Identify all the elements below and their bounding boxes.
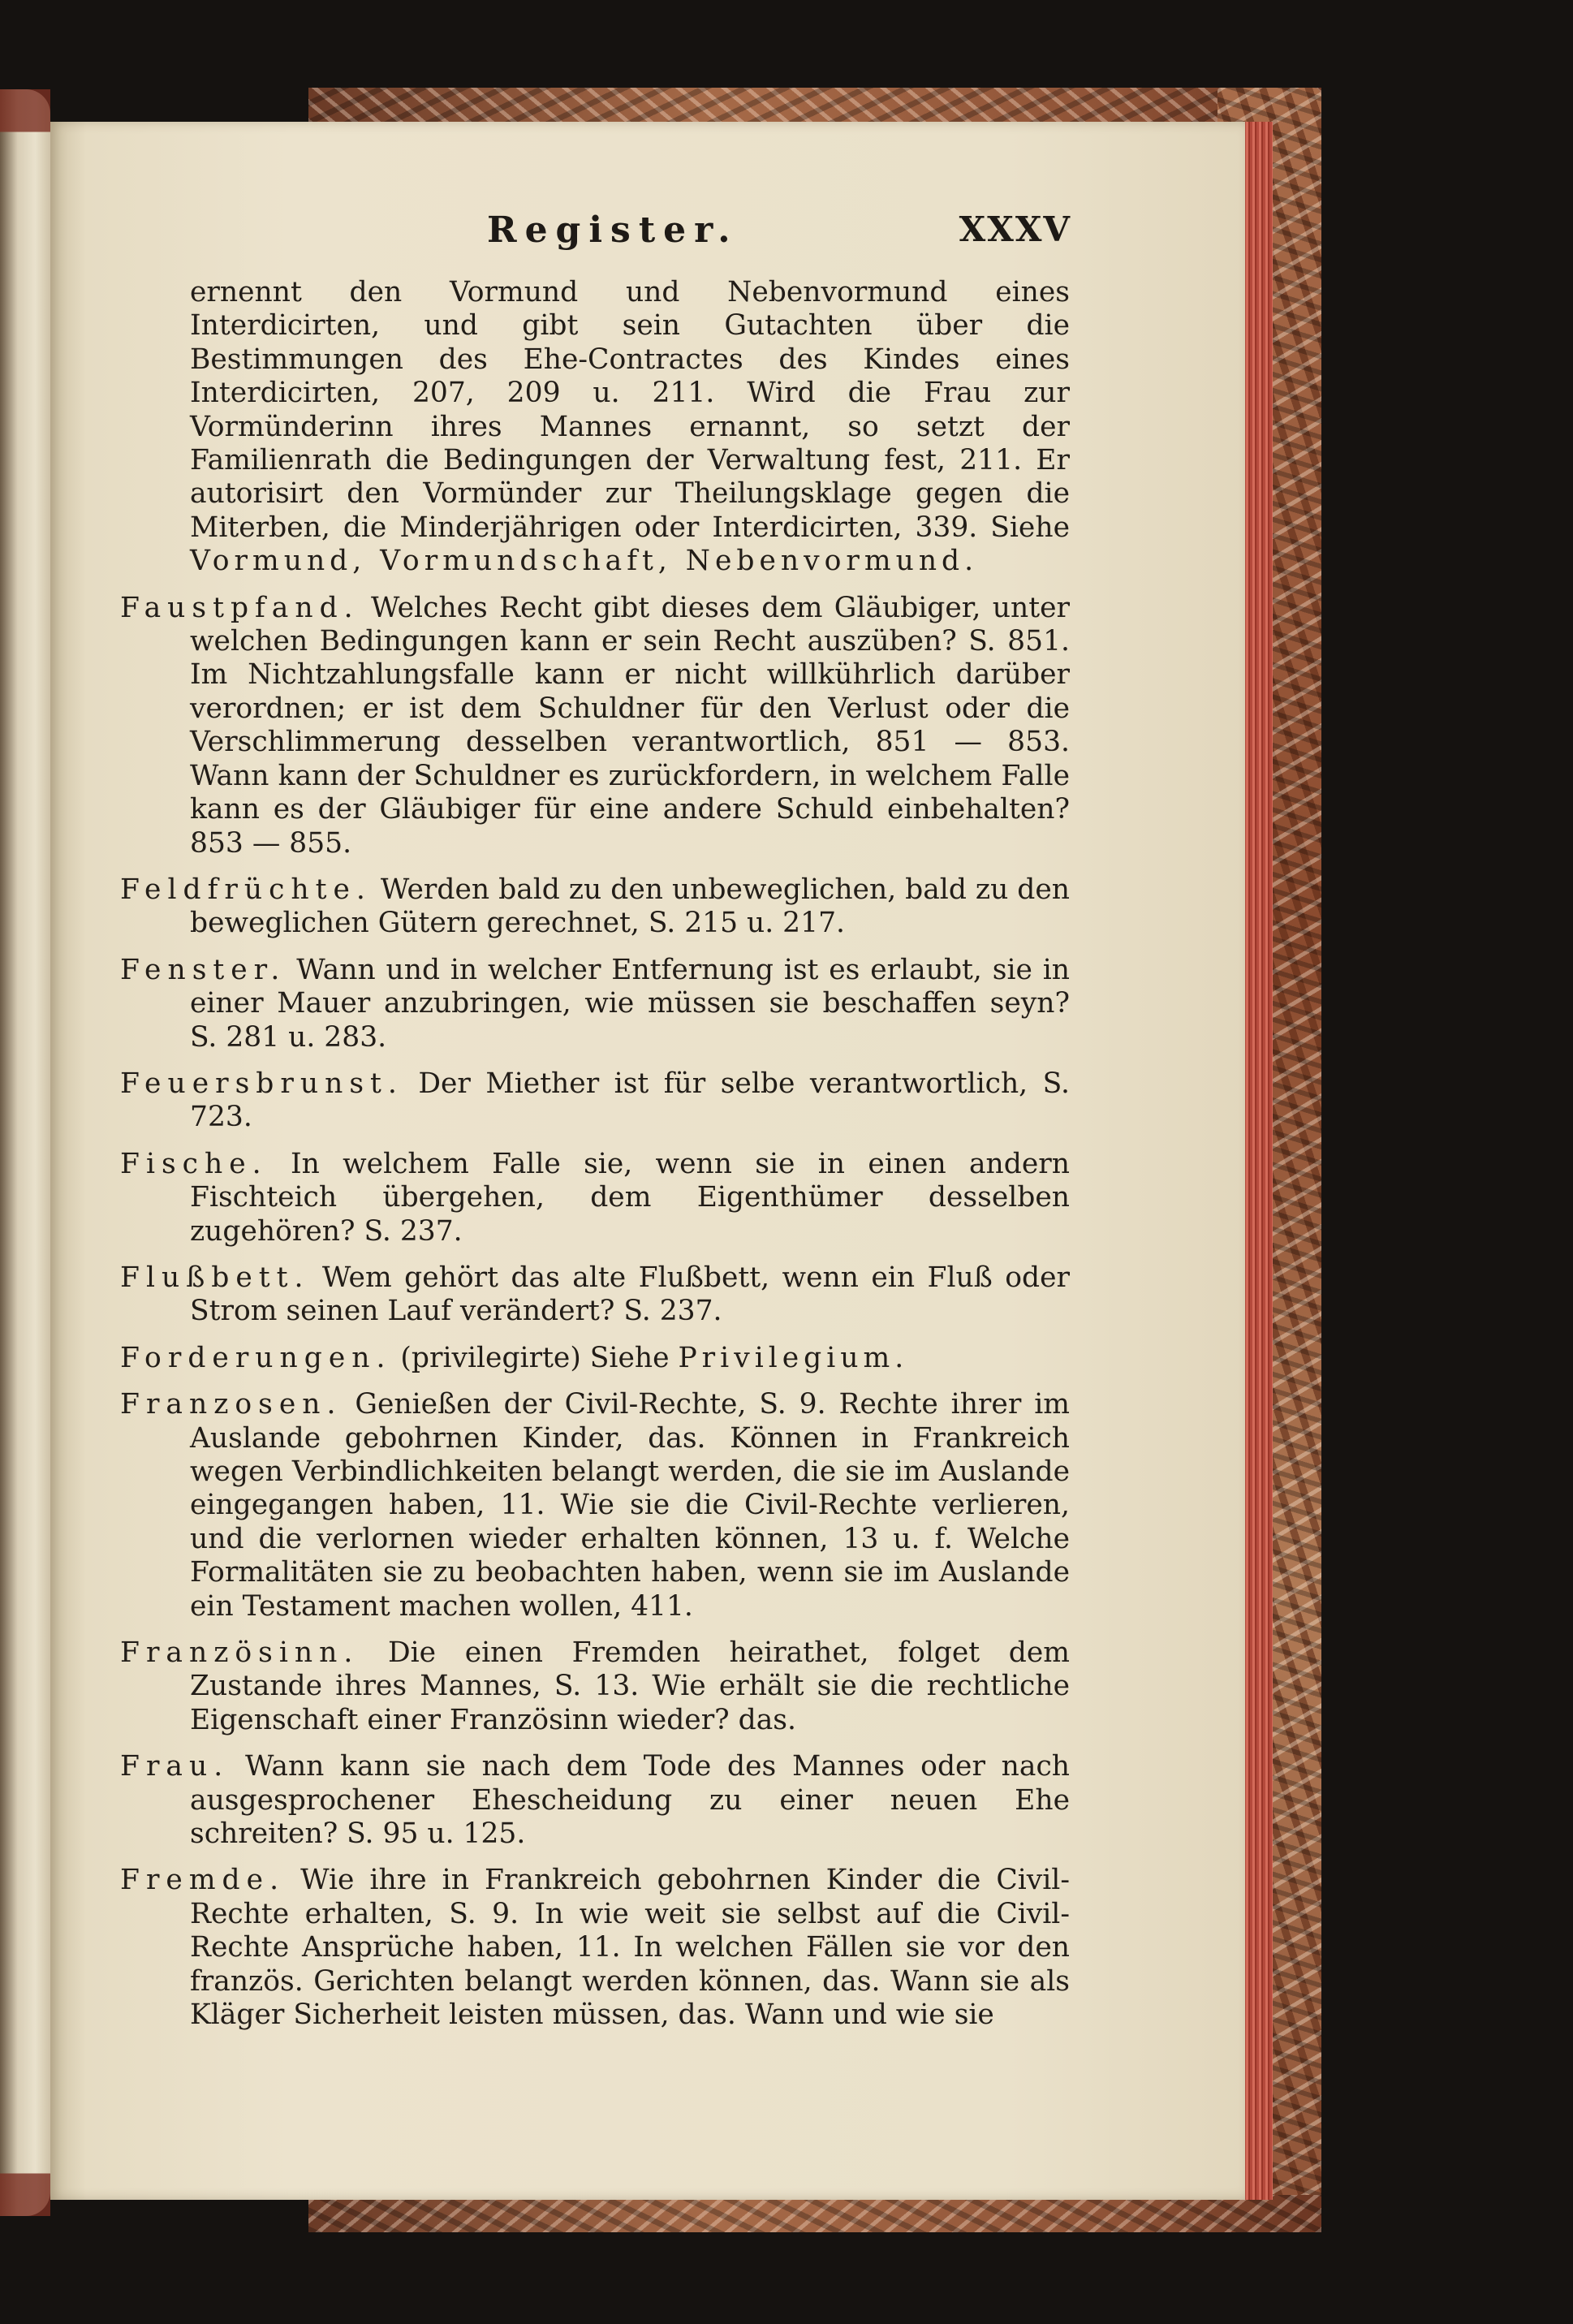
entry-term: Fremde. bbox=[120, 1864, 286, 1897]
register-entry bbox=[120, 1261, 1070, 1329]
page-title: Register. bbox=[487, 209, 739, 251]
register-entry bbox=[120, 1750, 1070, 1851]
cover-bottom-edge bbox=[308, 2195, 1321, 2232]
entry-term: Flußbett. bbox=[120, 1261, 310, 1294]
entry-term: Französinn. bbox=[120, 1636, 360, 1670]
entry-text: Wie ihre in Frankreich gebohrnen Kinder die Civil-Rechte erhalten, S. 9. In wie weit sie selbst auf die Civil-Rechte Ansprüche haben, 11. In welchen Fällen sie vor den französ. Gerichten belangt werden können, das. Wann sie als Kläger Sicherheit leisten müssen, das. Wann und wie sie bbox=[190, 1864, 1070, 2032]
register-entry bbox=[120, 873, 1070, 941]
entry-text: Wem gehört das alte Flußbett, wenn ein Fluß oder Strom seinen Lauf verändert? S. 237. bbox=[190, 1261, 1070, 1328]
entry-term: Frau. bbox=[120, 1750, 230, 1783]
cover-top-edge bbox=[308, 88, 1321, 123]
facing-page-binding bbox=[0, 89, 50, 2216]
entry-term: Fenster. bbox=[120, 953, 287, 986]
entry-text: ernennt den Vormund und Nebenvormund eines Interdicirten, und gibt sein Gutachten über die Bestimmungen des Ehe-Contractes des Kindes eines Interdicirten, 207, 209 u. 211. Wird die Frau zur Vormünderinn ihres Mannes ernannt, so setzt der Familienrath die Bedingungen der Verwaltung fest, 211. Er autorisirt den Vormünder zur Theilungsklage gegen die Miterben, die Minderjährigen oder Interdicirten, 339. Siehe bbox=[190, 276, 1070, 544]
register-entry bbox=[120, 1342, 1070, 1375]
entry-term: Faustpfand. bbox=[120, 591, 360, 624]
entry-term: Forderungen. bbox=[120, 1341, 392, 1374]
entry-text: In welchem Falle sie, wenn sie in einen andern Fischteich übergehen, dem Eigenthümer desselben zugehören? S. 237. bbox=[190, 1147, 1070, 1248]
entry-text: Genießen der Civil-Rechte, S. 9. Rechte ihrer im Auslande gebohrnen Kinder, das. Können in Frankreich wegen Verbindlichkeiten belangt werden, die sie im Auslande eingegangen haben, 11. Wie sie die Civil-Rechte verlieren, und die verlornen wieder erhalten können, 13 u. f. Welche Formalitäten sie zu beobachten haben, wenn sie im Auslande ein Testament machen wollen, 411. bbox=[190, 1388, 1070, 1623]
entry-term: Franzosen. bbox=[120, 1388, 343, 1421]
entry-term: Feldfrüchte. bbox=[120, 873, 372, 906]
entry-text: (privilegirte) Siehe bbox=[400, 1341, 679, 1374]
register-entry bbox=[120, 1148, 1070, 1248]
entry-text: Werden bald zu den unbeweglichen, bald zu den beweglichen Gütern gerechnet, S. 215 u. 217. bbox=[190, 873, 1071, 940]
register-entries bbox=[120, 276, 1070, 2046]
entry-text: Wann kann sie nach dem Tode des Mannes oder nach ausgesprochener Ehescheidung zu einer neuen Ehe schreiten? S. 95 u. 125. bbox=[190, 1750, 1070, 1851]
register-entry bbox=[120, 1067, 1070, 1135]
register-entry bbox=[120, 276, 1070, 579]
entry-term: Feuersbrunst. bbox=[120, 1067, 403, 1100]
register-entry bbox=[120, 954, 1070, 1054]
entry-text: Die einen Fremden heirathet, folget dem Zustande ihres Mannes, S. 13. Wie erhält sie die rechtliche Eigenschaft einer Französinn wieder? das. bbox=[190, 1636, 1070, 1736]
entry-see-reference: Privilegium. bbox=[678, 1341, 909, 1374]
entry-text: Der Miether ist für selbe verantwortlich, S. 723. bbox=[190, 1067, 1071, 1134]
entry-text: Wann und in welcher Entfernung ist es erlaubt, sie in einer Mauer anzubringen, wie müssen sie beschaffen seyn? S. 281 u. 283. bbox=[190, 953, 1070, 1054]
register-entry bbox=[120, 1388, 1070, 1623]
entry-text: Welches Recht gibt dieses dem Gläubiger, unter welchen Bedingungen kann er sein Recht auszüben? S. 851. Im Nichtzahlungsfalle kann er nicht willkührlich darüber verordnen; er ist dem Schuldner für den Verlust oder die Verschlimmerung desselben verantwortlich, 851 — 853. Wann kann der Schuldner es zurückfordern, in welchem Falle kann es der Gläubiger für eine andere Schuld einbehalten? 853 — 855. bbox=[190, 591, 1071, 860]
page-number: XXXV bbox=[959, 209, 1071, 249]
red-page-edges bbox=[1243, 122, 1273, 2200]
running-header bbox=[487, 209, 1071, 258]
register-entry bbox=[120, 1864, 1070, 2032]
entry-see-reference: Vormund, Vormundschaft, Nebenvormund. bbox=[190, 545, 979, 578]
register-entry bbox=[120, 1636, 1070, 1737]
entry-term: Fische. bbox=[120, 1147, 268, 1180]
register-entry bbox=[120, 592, 1070, 860]
